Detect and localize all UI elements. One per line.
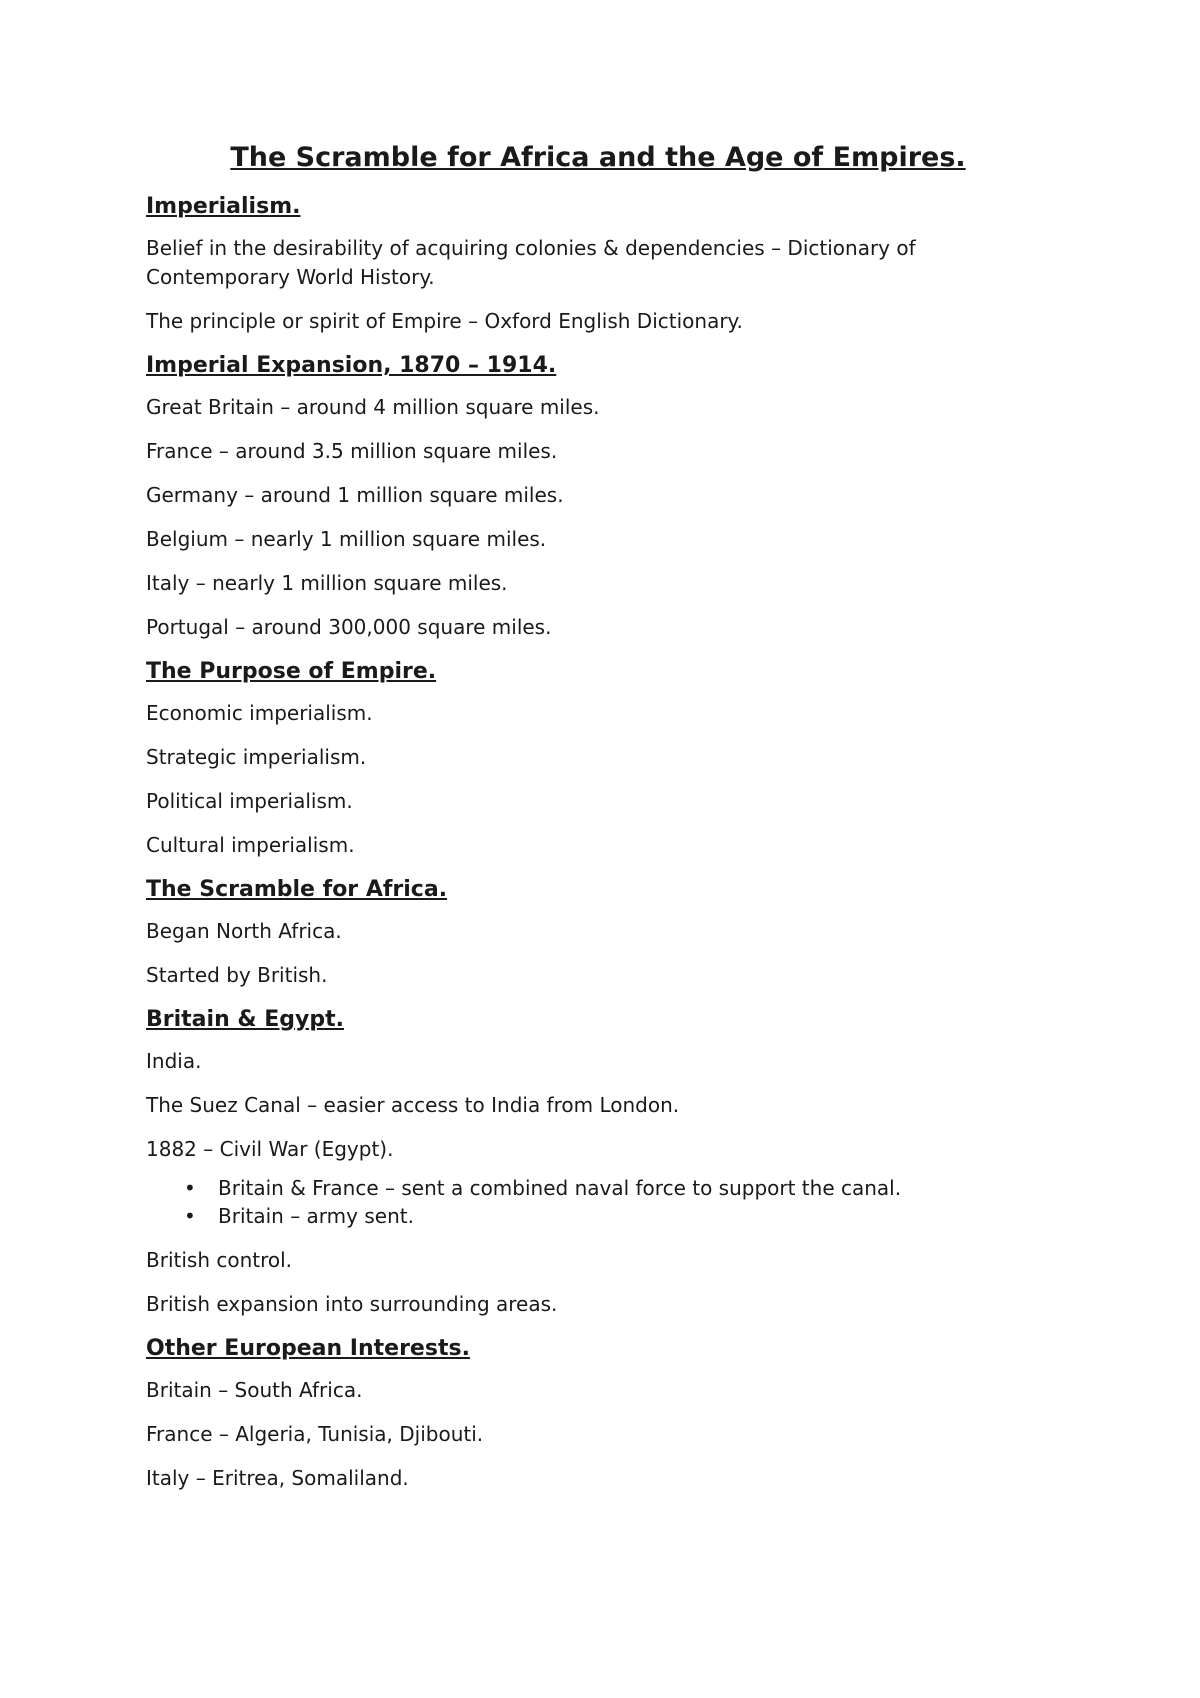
paragraph: The Suez Canal – easier access to India from London. <box>146 1093 680 1117</box>
bullet-text: Britain – army sent. <box>218 1204 414 1228</box>
paragraph: Cultural imperialism. <box>146 833 355 857</box>
bullet-icon: • <box>184 1176 196 1200</box>
paragraph: France – around 3.5 million square miles. <box>146 439 558 463</box>
section-imperialism <box>146 192 1050 336</box>
paragraph: Germany – around 1 million square miles. <box>146 483 564 507</box>
paragraph: Belief in the desirability of acquiring colonies & dependencies – Dictionary of Contemporary World History. <box>146 236 916 289</box>
paragraph: Belgium – nearly 1 million square miles. <box>146 527 547 551</box>
section-heading: Other European Interests. <box>146 1336 470 1361</box>
section-other-european-interests <box>146 1334 1050 1493</box>
paragraph: Italy – nearly 1 million square miles. <box>146 571 508 595</box>
bullet-item <box>184 1202 1050 1230</box>
paragraph: Portugal – around 300,000 square miles. <box>146 615 552 639</box>
section-heading: The Purpose of Empire. <box>146 659 437 684</box>
section-imperial-expansion <box>146 351 1050 642</box>
paragraph: Britain – South Africa. <box>146 1378 363 1402</box>
paragraph: India. <box>146 1049 202 1073</box>
section-heading: Imperial Expansion, 1870 – 1914. <box>146 353 557 378</box>
paragraph: France – Algeria, Tunisia, Djibouti. <box>146 1422 484 1446</box>
section-heading: Britain & Egypt. <box>146 1007 344 1032</box>
section-heading: Imperialism. <box>146 194 301 219</box>
paragraph: Started by British. <box>146 963 328 987</box>
bullet-item <box>184 1174 1050 1202</box>
bullet-list <box>146 1174 1050 1230</box>
paragraph: 1882 – Civil War (Egypt). <box>146 1137 394 1161</box>
section-heading: The Scramble for Africa. <box>146 877 448 902</box>
paragraph: British expansion into surrounding areas. <box>146 1292 558 1316</box>
paragraph: British control. <box>146 1248 293 1272</box>
paragraph: Italy – Eritrea, Somaliland. <box>146 1466 409 1490</box>
paragraph: Great Britain – around 4 million square miles. <box>146 395 600 419</box>
bullet-text: Britain & France – sent a combined naval force to support the canal. <box>218 1176 902 1200</box>
document-title: The Scramble for Africa and the Age of Empires. <box>230 142 966 173</box>
paragraph: Strategic imperialism. <box>146 745 367 769</box>
bullet-icon: • <box>184 1204 196 1228</box>
paragraph: Political imperialism. <box>146 789 353 813</box>
section-britain-egypt <box>146 1005 1050 1319</box>
paragraph: Economic imperialism. <box>146 701 373 725</box>
section-purpose-of-empire <box>146 657 1050 860</box>
paragraph: The principle or spirit of Empire – Oxford English Dictionary. <box>146 309 743 333</box>
section-scramble-for-africa <box>146 875 1050 990</box>
paragraph: Began North Africa. <box>146 919 342 943</box>
